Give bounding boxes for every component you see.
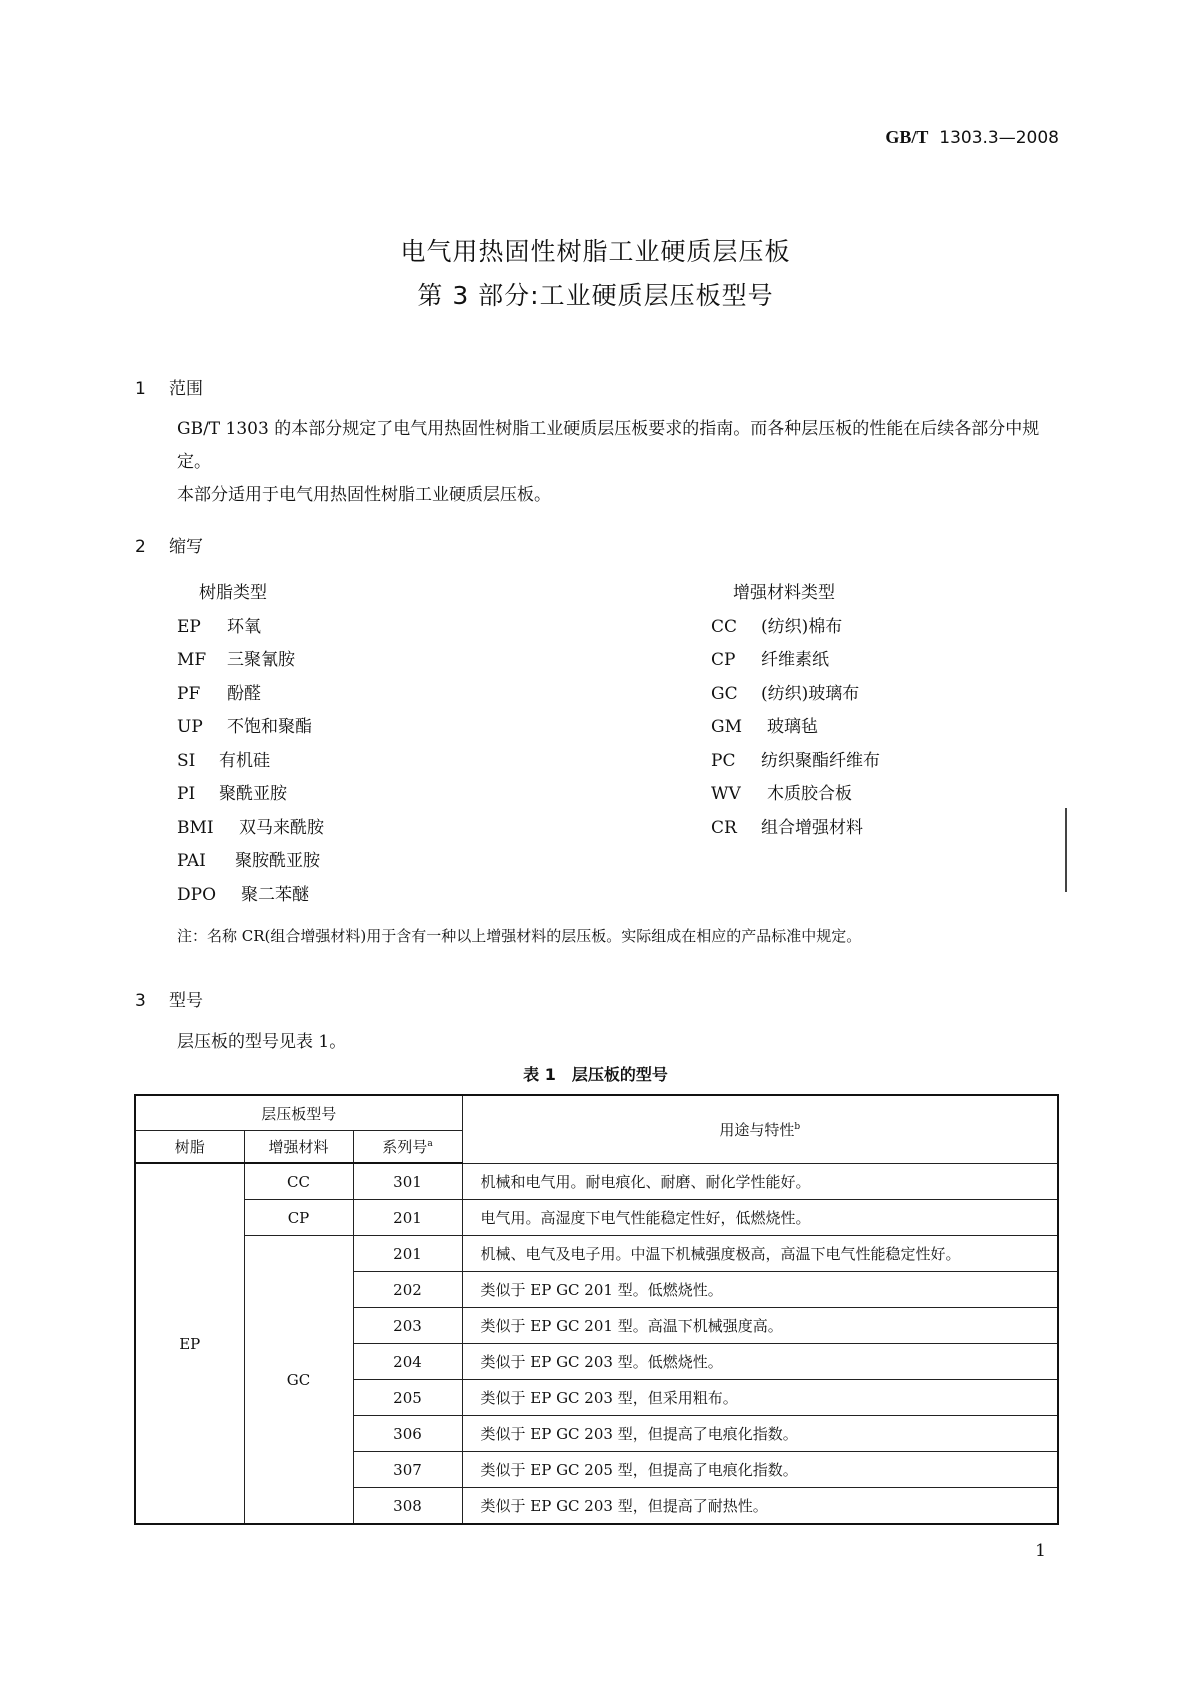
series-cell: 308 <box>353 1488 462 1525</box>
group-header: 层压板型号 <box>135 1095 462 1131</box>
series-cell: 205 <box>353 1380 462 1416</box>
list-item: DPO 聚二苯醚 <box>177 884 309 905</box>
resin-types-title: 树脂类型 <box>199 583 267 603</box>
use-cell: 电气用。高湿度下电气性能稳定性好，低燃烧性。 <box>462 1200 1058 1236</box>
list-item: CR 组合增强材料 <box>711 817 863 838</box>
paragraph: 本部分适用于电气用热固性树脂工业硬质层压板。 <box>177 485 551 505</box>
standard-code: 1303.3—2008 <box>939 128 1059 148</box>
table-row <box>135 1236 1058 1272</box>
page-subtitle: 第 3 部分:工业硬质层压板型号 <box>417 281 774 310</box>
series-cell: 306 <box>353 1416 462 1452</box>
section-2-heading <box>135 532 203 557</box>
standard-prefix: GB/T <box>885 127 929 147</box>
list-item: BMI 双马来酰胺 <box>177 817 324 838</box>
section-number: 1 <box>135 379 146 399</box>
list-item: PAI 聚胺酰亚胺 <box>177 851 320 871</box>
section-1-heading <box>135 374 203 399</box>
page-number: 1 <box>1035 1541 1046 1561</box>
use-cell: 类似于 EP GC 201 型。低燃烧性。 <box>462 1272 1058 1308</box>
column-header-resin: 树脂 <box>135 1131 244 1164</box>
column-header-series: 系列号$^a$ <box>353 1131 462 1164</box>
revision-bar <box>1065 808 1067 892</box>
series-cell: 307 <box>353 1452 462 1488</box>
standard-number <box>885 127 1059 148</box>
list-item: PC 纺织聚酯纤维布 <box>711 750 880 771</box>
resin-cell: EP <box>135 1163 244 1524</box>
section-title: 缩写 <box>169 537 203 557</box>
list-item: PF 酚醛 <box>177 683 261 704</box>
use-cell: 机械和电气用。耐电痕化、耐磨、耐化学性能好。 <box>462 1163 1058 1200</box>
page-title: 电气用热固性树脂工业硬质层压板 <box>400 237 791 266</box>
resin-types-list <box>177 577 324 912</box>
laminate-types-table <box>134 1094 1059 1525</box>
reinforcement-types-list <box>711 577 880 845</box>
list-item: MF 三聚氰胺 <box>177 650 295 670</box>
section-number: 3 <box>135 991 146 1011</box>
series-cell: 201 <box>353 1200 462 1236</box>
table-caption: 表 1 层压板的型号 <box>523 1065 668 1084</box>
list-item: CP 纤维素纸 <box>711 650 829 670</box>
use-cell: 类似于 EP GC 203 型，但提高了耐热性。 <box>462 1488 1058 1525</box>
use-cell: 类似于 EP GC 203 型。低燃烧性。 <box>462 1344 1058 1380</box>
section-3-heading <box>135 986 203 1011</box>
list-item: GM 玻璃毡 <box>711 717 818 737</box>
table-row <box>135 1200 1058 1236</box>
use-cell: 类似于 EP GC 203 型，但提高了电痕化指数。 <box>462 1416 1058 1452</box>
paragraph: GB/T 1303 的本部分规定了电气用热固性树脂工业硬质层压板要求的指南。而各种层压板的性能在后续各部分中规定。 <box>177 419 1040 472</box>
section-title: 范围 <box>169 379 203 399</box>
use-cell: 类似于 EP GC 201 型。高温下机械强度高。 <box>462 1308 1058 1344</box>
reinforcement-cell: CP <box>244 1200 353 1236</box>
reinforcement-types-title: 增强材料类型 <box>733 583 835 603</box>
abbreviation-note: 注：名称 CR(组合增强材料)用于含有一种以上增强材料的层压板。实际组成在相应的产品标准中规定。 <box>177 927 862 945</box>
use-cell: 类似于 EP GC 205 型，但提高了电痕化指数。 <box>462 1452 1058 1488</box>
use-cell: 类似于 EP GC 203 型，但采用粗布。 <box>462 1380 1058 1416</box>
list-item: SI 有机硅 <box>177 750 270 771</box>
list-item: UP 不饱和聚酯 <box>177 717 312 737</box>
list-item: PI 聚酰亚胺 <box>177 784 287 804</box>
column-header-reinforcement: 增强材料 <box>244 1131 353 1164</box>
section-1-body <box>135 413 1065 512</box>
section-3-body: 层压板的型号见表 1。 <box>177 1032 347 1052</box>
series-cell: 301 <box>353 1163 462 1200</box>
section-title: 型号 <box>169 991 203 1011</box>
series-cell: 204 <box>353 1344 462 1380</box>
series-cell: 201 <box>353 1236 462 1272</box>
series-cell: 203 <box>353 1308 462 1344</box>
list-item: WV 木质胶合板 <box>711 784 852 804</box>
section-number: 2 <box>135 537 146 557</box>
list-item: GC (纺织)玻璃布 <box>711 683 860 704</box>
list-item: CC (纺织)棉布 <box>711 616 843 637</box>
series-cell: 202 <box>353 1272 462 1308</box>
table-row <box>135 1163 1058 1200</box>
reinforcement-cell: CC <box>244 1163 353 1200</box>
reinforcement-cell: GC <box>244 1236 353 1525</box>
use-cell: 机械、电气及电子用。中温下机械强度极高，高温下电气性能稳定性好。 <box>462 1236 1058 1272</box>
list-item: EP 环氧 <box>177 616 261 637</box>
table-header-row <box>135 1095 1058 1131</box>
column-header-use: 用途与特性$^b$ <box>462 1095 1058 1163</box>
